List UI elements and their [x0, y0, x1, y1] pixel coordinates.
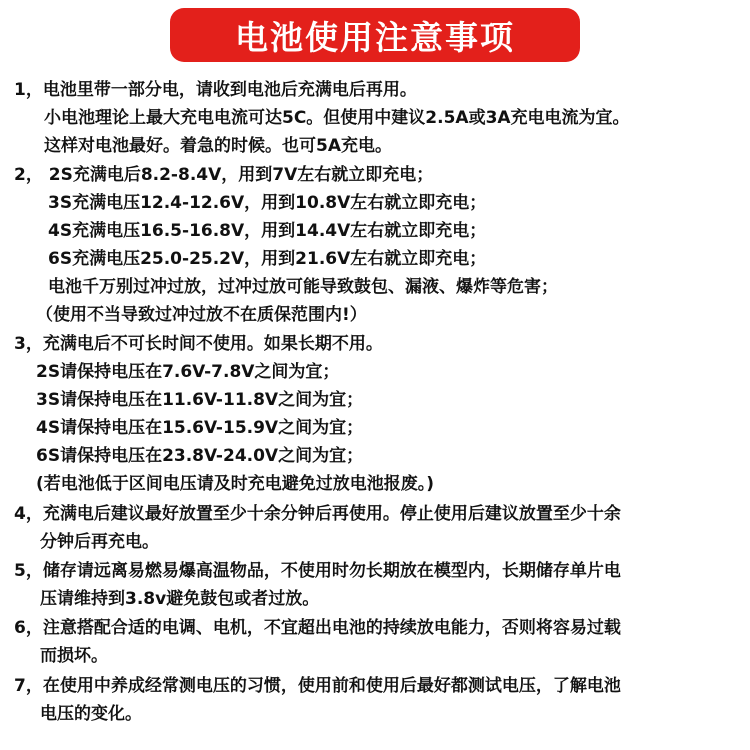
title-banner	[170, 8, 580, 62]
notice-line: 3，充满电后不可长时间不使用。如果长期不用。	[14, 334, 383, 354]
notice-line: 2， 2S充满电后8.2-8.4V，用到7V左右就立即充电；	[14, 165, 434, 185]
notice-line: 6S请保持电压在23.8V-24.0V之间为宜；	[36, 446, 364, 466]
notice-line: 2S请保持电压在7.6V-7.8V之间为宜；	[36, 362, 340, 382]
notice-line: 3S充满电压12.4-12.6V，用到10.8V左右就立即充电；	[48, 193, 487, 213]
notice-line: 6S充满电压25.0-25.2V，用到21.6V左右就立即充电；	[48, 249, 487, 269]
page-title: 电池使用注意事项	[235, 17, 515, 57]
notice-line: 这样对电池最好。着急的时候。也可5A充电。	[44, 136, 392, 156]
notice-line: 分钟后再充电。	[40, 532, 159, 552]
notice-line: 电压的变化。	[40, 704, 142, 724]
notice-line: 电池千万别过冲过放，过冲过放可能导致鼓包、漏液、爆炸等危害；	[48, 277, 558, 297]
notice-line: 4S充满电压16.5-16.8V，用到14.4V左右就立即充电；	[48, 221, 487, 241]
notice-line: 1，电池里带一部分电，请收到电池后充满电后再用。	[14, 80, 417, 100]
notice-line: (若电池低于区间电压请及时充电避免过放电池报废。)	[36, 474, 435, 494]
notice-line: 3S请保持电压在11.6V-11.8V之间为宜；	[36, 390, 364, 410]
notice-line: （使用不当导致过冲过放不在质保范围内!）	[36, 305, 367, 325]
notice-line: 5，储存请远离易燃易爆高温物品，不使用时勿长期放在模型内，长期储存单片电	[14, 561, 621, 581]
notice-line: 6，注意搭配合适的电调、电机，不宜超出电池的持续放电能力，否则将容易过载	[14, 618, 621, 638]
notice-line: 4S请保持电压在15.6V-15.9V之间为宜；	[36, 418, 364, 438]
notice-line: 小电池理论上最大充电电流可达5C。但使用中建议2.5A或3A充电电流为宜。	[44, 108, 630, 128]
notice-line: 而损坏。	[40, 646, 108, 666]
notice-line: 7，在使用中养成经常测电压的习惯，使用前和使用后最好都测试电压，了解电池	[14, 676, 621, 696]
notice-line: 压请维持到3.8v避免鼓包或者过放。	[40, 589, 320, 609]
notice-line: 4，充满电后建议最好放置至少十余分钟后再使用。停止使用后建议放置至少十余	[14, 504, 621, 524]
